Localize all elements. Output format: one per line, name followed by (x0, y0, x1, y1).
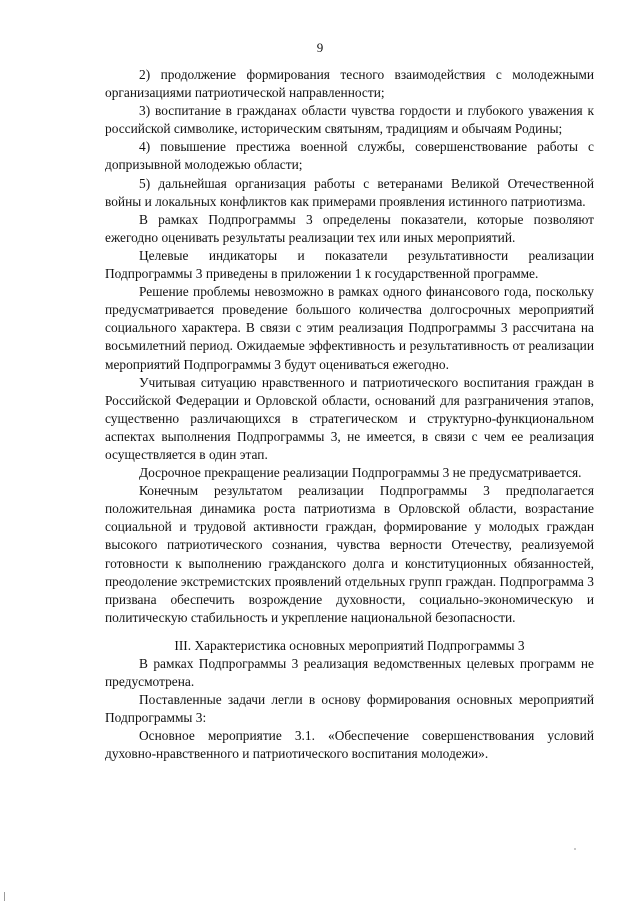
paragraph: Основное мероприятие 3.1. «Обеспечение совершенствования условий духовно-нравственного и патриотического воспитания молодежи». (105, 728, 594, 762)
paragraph: 5) дальнейшая организация работы с ветеранами Великой Отечественной войны и локальных конфликтов как примерами проявления истинного патриотизма. (105, 175, 594, 209)
paragraph: Целевые индикаторы и показатели результативности реализации Подпрограммы 3 приведены в приложении 1 к государственной программе. (105, 247, 594, 282)
document-body (105, 66, 594, 764)
paragraph: 2) продолжение формирования тесного взаимодействия с молодежными организациями патриотической направленности; (105, 67, 594, 101)
paragraph: Решение проблемы невозможно в рамках одного финансового года, поскольку предусматривается проведение большого количества долгосрочных мероприятий социального характера. В связи с этим реализация Подпрограммы 3 рассчитана на восьмилетний период. Ожидаемые эффективность и результативность от реализации мероприятий Подпрограммы 3 будут оцениваться ежегодно. (105, 284, 594, 372)
scan-artifact (4, 892, 5, 901)
paragraph: 3) воспитание в гражданах области чувства гордости и глубокого уважения к российской символике, историческим святыням, традициям и обычаям Родины; (105, 103, 594, 137)
paragraph: В рамках Подпрограммы 3 определены показатели, которые позволяют ежегодно оценивать результаты реализации тех или иных мероприятий. (105, 211, 594, 245)
paragraph: 4) повышение престижа военной службы, совершенствование работы с допризывной молодежью области; (105, 139, 594, 173)
paragraph: Поставленные задачи легли в основу формирования основных мероприятий Подпрограммы 3: (105, 692, 594, 726)
paragraph: Досрочное прекращение реализации Подпрограммы 3 не предусматривается. (139, 465, 582, 481)
page-number: 9 (316, 40, 324, 55)
paragraph: В рамках Подпрограммы 3 реализация ведомственных целевых программ не предусмотрена. (105, 656, 594, 690)
paragraph: Конечным результатом реализации Подпрограммы 3 предполагается положительная динамика роста патриотизма в Орловской области, возрастание социальной и трудовой активности граждан, формирование у молодых граждан высокого патриотического сознания, чувства верности Отечеству, реализуемой готовности к выполнению гражданского долга и конституционных обязанностей, преодоление экстремистских проявлений отдельных групп граждан. Подпрограмма 3 призвана обеспечить возрождение духовности, социально-экономическую и политическую стабильность и укрепление национальной безопасности. (105, 483, 594, 625)
scan-artifact (574, 848, 576, 850)
paragraph: Учитывая ситуацию нравственного и патриотического воспитания граждан в Российской Федерации и Орловской области, оснований для разграничения этапов, существенно различающихся в стратегическом и структурно-функциональном аспектах выполнения Подпрограммы 3, не имеется, в связи с чем ее реализация осуществляется в один этап. (105, 374, 594, 462)
section-heading: III. Характеристика основных мероприятий Подпрограммы 3 (174, 637, 525, 653)
